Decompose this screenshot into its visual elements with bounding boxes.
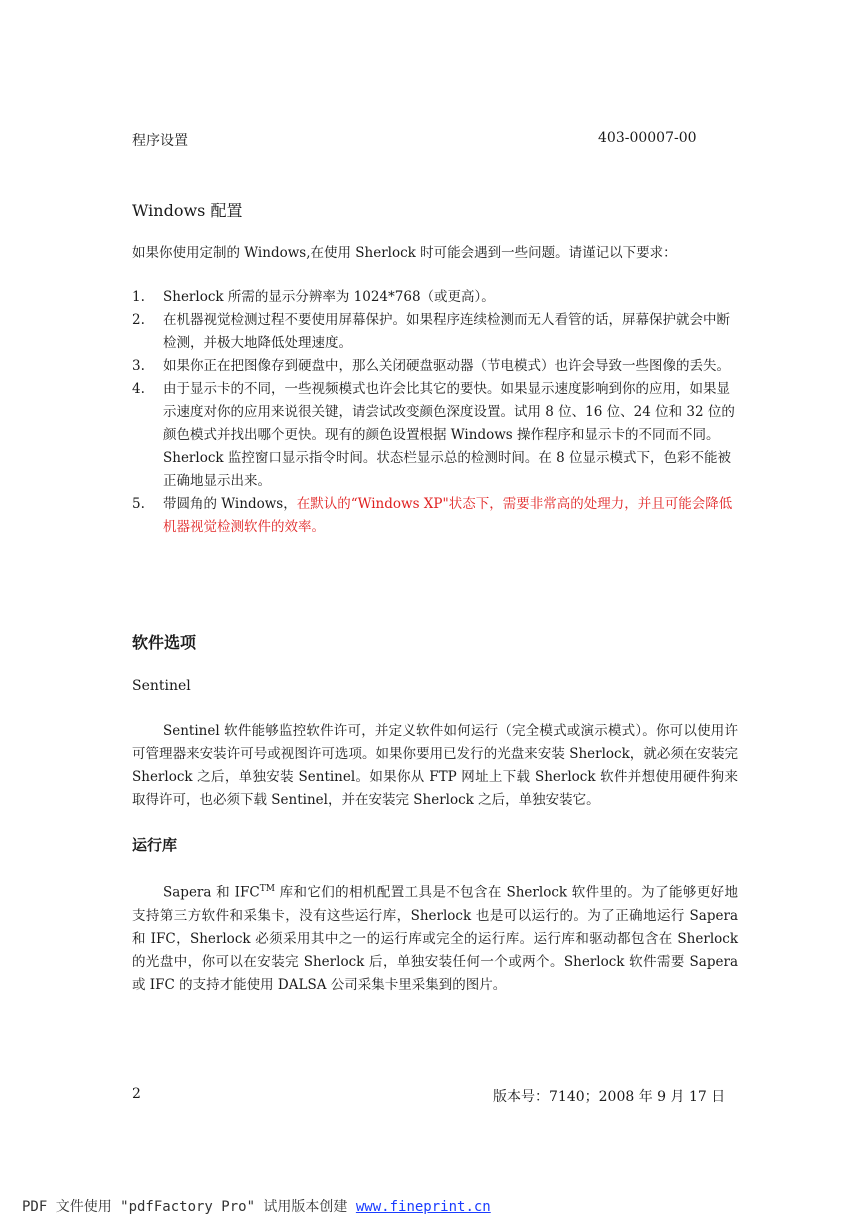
header-left: 程序设置 (132, 133, 188, 149)
list-item-text: 带圆角的 Windows， (163, 496, 297, 512)
sentinel-heading: Sentinel (132, 678, 191, 694)
pdffactory-watermark (22, 1196, 491, 1216)
list-item-number: 4. (132, 381, 145, 397)
fineprint-link[interactable]: www.fineprint.cn (355, 1199, 491, 1215)
list-item (132, 286, 740, 309)
list-item-number: 5. (132, 496, 145, 512)
list-item-number: 3. (132, 358, 145, 374)
watermark-text: PDF 文件使用 "pdfFactory Pro" 试用版本创建 (22, 1199, 356, 1215)
list-item-text: 由于显示卡的不同，一些视频模式也许会比其它的要快。如果显示速度影响到你的应用，如果显示速度对你的应用来说很关键，请尝试改变颜色深度设置。试用 8 位、16 位、24 位和 32 位的颜色模式并找出哪个更快。现有的颜色设置根据 Windows 操作程序和显示卡的不同而不同。Sherlock 监控窗口显示指令时间。状态栏显示总的检测时间。在 8 位显示模式下，色彩不能被正确地显示出来。 (163, 381, 735, 489)
list-item-text: 在机器视觉检测过程不要使用屏幕保护。如果程序连续检测而无人看管的话，屏幕保护就会中断检测，并极大地降低处理速度。 (163, 312, 730, 351)
list-item-text: 如果你正在把图像存到硬盘中，那么关闭硬盘驱动器（节电模式）也许会导致一些图像的丢失。 (163, 358, 730, 374)
sentinel-paragraph: Sentinel 软件能够监控软件许可，并定义软件如何运行（完全模式或演示模式）。你可以使用许可管理器来安装许可号或视图许可选项。如果你要用已发行的光盘来安装 Sherlock，就必须在安装完 Sherlock 之后，单独安装 Sentinel。如果你从 FTP 网址上下载 Sherlock 软件并想使用硬件狗来取得许可，也必须下载 Sentinel，并在安装完 Sherlock 之后，单独安装它。 (132, 723, 738, 808)
list-item-warning-text: 在默认的“Windows XP"状态下，需要非常高的处理力，并且可能会降低机器视觉检测软件的效率。 (163, 496, 733, 535)
runtime-paragraph-start: Sapera 和 IFC (163, 884, 260, 901)
list-item-text: Sherlock 所需的显示分辨率为 1024*768（或更高）。 (163, 289, 495, 305)
version-info: 版本号：7140；2008 年 9 月 17 日 (493, 1089, 726, 1105)
runtime-paragraph (132, 878, 738, 997)
list-item-number: 2. (132, 312, 145, 328)
runtime-paragraph-rest: 库和它们的相机配置工具是不包含在 Sherlock 软件里的。为了能够更好地支持第三方软件和采集卡，没有这些运行库，Sherlock 也是可以运行的。为了正确地运行 Sapera 和 IFC，Sherlock 必须采用其中之一的运行库或完全的运行库。运行库和驱动都包含在 Sherlock 的光盘中，你可以在安装完 Sherlock 后，单独安装任何一个或两个。Sherlock 软件需要 Sapera 或 IFC 的支持才能使用 DALSA 公司采集卡里采集到的图片。 (132, 884, 739, 993)
list-item (132, 355, 740, 378)
list-item-number: 1. (132, 289, 145, 305)
list-item (132, 493, 740, 539)
list-item (132, 309, 740, 355)
windows-requirements-list (132, 286, 740, 539)
section-title-software-options: 软件选项 (132, 633, 197, 652)
trademark-mark: TM (259, 884, 275, 894)
document-number: 403-00007-00 (598, 130, 697, 146)
section-title-windows: Windows 配置 (132, 201, 243, 220)
windows-intro: 如果你使用定制的 Windows,在使用 Sherlock 时可能会遇到一些问题。请谨记以下要求： (132, 245, 677, 261)
runtime-heading: 运行库 (132, 836, 178, 854)
list-item (132, 378, 740, 493)
page-number: 2 (132, 1086, 141, 1102)
